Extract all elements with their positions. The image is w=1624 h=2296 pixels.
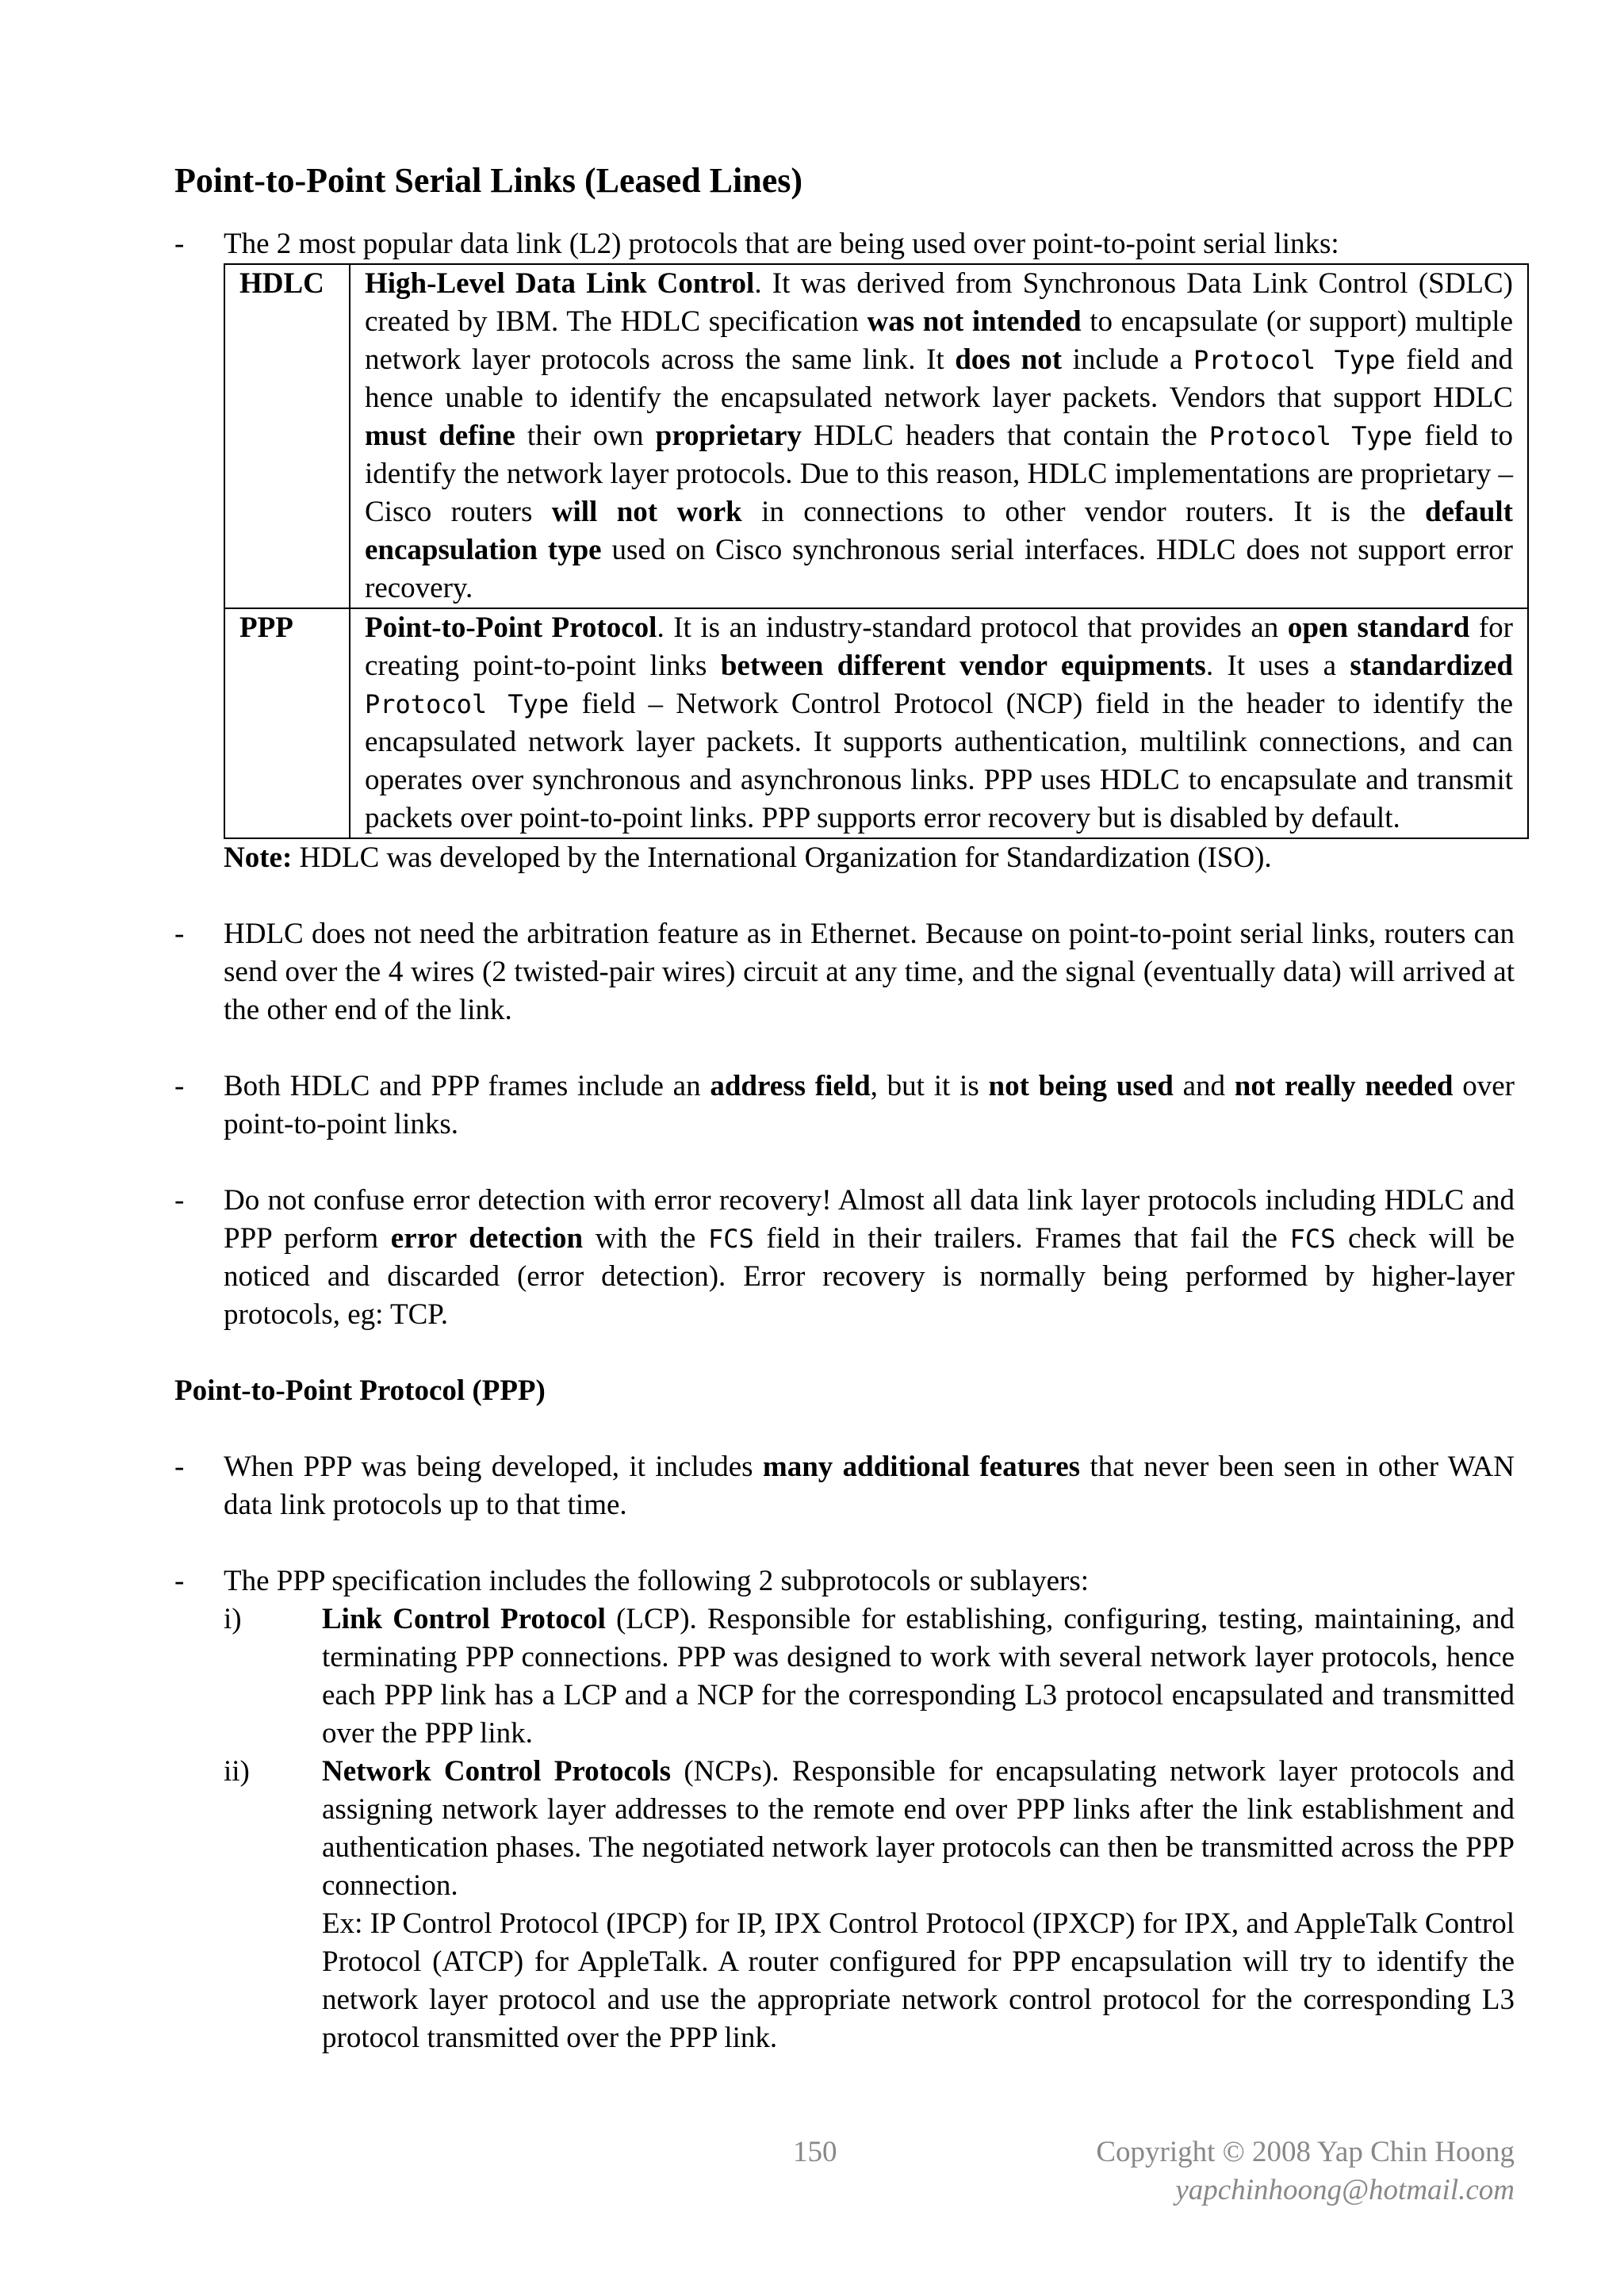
bullet-dash: - <box>174 1565 185 1597</box>
list-number: i) <box>224 1603 242 1635</box>
section-title-leased-lines: Point-to-Point Serial Links (Leased Lines) <box>174 161 803 200</box>
page-number: 150 <box>793 2136 837 2168</box>
list-text: Network Control Protocols (NCPs). Responsible for encapsulating network layer protocols and assigning network layer addresses to the remote end over PPP links after the link establishment and authentication phases. The negotiated network layer protocols can then be transmitted across the PPP connection. <box>322 1755 1515 1902</box>
table-row-ppp <box>224 608 1528 838</box>
list-text: Link Control Protocol (LCP). Responsible for establishing, configuring, testing, maintaining, and terminating PPP connections. PPP was designed to work with several network layer protocols, hence each PPP link has a LCP and a NCP for the corresponding L3 protocol encapsulated and transmitted over the PPP link. <box>322 1603 1515 1750</box>
bullet-address-field <box>174 1068 1515 1144</box>
bullet-arbitration <box>174 915 1515 1029</box>
bullet-dash: - <box>174 918 185 950</box>
intro-bullet <box>174 225 1515 263</box>
bullet-ppp-subprotocols <box>174 1562 1515 1600</box>
list-number: ii) <box>224 1755 250 1788</box>
protocol-table <box>224 263 1529 839</box>
term-hdlc: HDLC <box>224 264 350 608</box>
ncp-example: Ex: IP Control Protocol (IPCP) for IP, IPX Control Protocol (IPXCP) for IPX, and AppleTalk Control Protocol (ATCP) for AppleTalk. A router configured for PPP encapsulation will try to identify the network layer protocol and use the appropriate network control protocol for the corresponding L3 protocol transmitted over the PPP link. <box>322 1907 1515 2054</box>
note <box>224 839 1515 877</box>
bullet-dash: - <box>174 228 185 260</box>
list-item-ncp <box>224 1753 1515 1905</box>
list-item-lcp <box>224 1600 1515 1753</box>
author-email: yapchinhoong@hotmail.com <box>1175 2174 1515 2206</box>
table-row-hdlc <box>224 264 1528 608</box>
bullet-text: Both HDLC and PPP frames include an address field, but it is not being used and not really needed over point-to-point links. <box>224 1070 1515 1140</box>
note-label: Note: <box>224 841 293 874</box>
intro-text: The 2 most popular data link (L2) protocols that are being used over point-to-point serial links: <box>224 228 1339 260</box>
note-text: HDLC was developed by the International Organization for Standardization (ISO). <box>292 841 1272 874</box>
bullet-error-detection <box>174 1182 1515 1334</box>
bullet-text: When PPP was being developed, it includes many additional features that never been seen in other WAN data link protocols up to that time. <box>224 1451 1515 1521</box>
bullet-text: The PPP specification includes the following 2 subprotocols or sublayers: <box>224 1565 1089 1597</box>
bullet-text: HDLC does not need the arbitration feature as in Ethernet. Because on point-to-point serial links, routers can send over the 4 wires (2 twisted-pair wires) circuit at any time, and the signal (eventually data) will arrived at the other end of the link. <box>224 918 1515 1026</box>
desc-ppp: Point-to-Point Protocol. It is an industry-standard protocol that provides an open standard for creating point-to-point links between different vendor equipments. It uses a standardized Protocol Type field – Network Control Protocol (NCP) field in the header to identify the encapsulated network layer packets. It supports authentication, multilink connections, and can operates over synchronous and asynchronous links. PPP uses HDLC to encapsulate and transmit packets over point-to-point links. PPP supports error recovery but is disabled by default. <box>350 608 1528 838</box>
desc-hdlc: High-Level Data Link Control. It was derived from Synchronous Data Link Control (SDLC) created by IBM. The HDLC specification was not intended to encapsulate (or support) multiple network layer protocols across the same link. It does not include a Protocol Type field and hence unable to identify the encapsulated network layer packets. Vendors that support HDLC must define their own proprietary HDLC headers that contain the Protocol Type field to identify the network layer protocols. Due to this reason, HDLC implementations are proprietary – Cisco routers will not work in connections to other vendor routers. It is the default encapsulation type used on Cisco synchronous serial interfaces. HDLC does not support error recovery. <box>350 264 1528 608</box>
section-title-ppp: Point-to-Point Protocol (PPP) <box>174 1374 546 1407</box>
bullet-text: Do not confuse error detection with error recovery! Almost all data link layer protocols including HDLC and PPP perform error detection with the FCS field in their trailers. Frames that fail the FCS check will be noticed and discarded (error detection). Error recovery is normally being performed by higher-layer protocols, eg: TCP. <box>224 1184 1515 1331</box>
bullet-ppp-features <box>174 1448 1515 1524</box>
bullet-dash: - <box>174 1184 185 1217</box>
page-content <box>174 159 1515 2057</box>
subprotocol-list <box>224 1600 1515 2057</box>
term-ppp: PPP <box>224 608 350 838</box>
bullet-dash: - <box>174 1070 185 1102</box>
copyright-text: Copyright © 2008 Yap Chin Hoong <box>1096 2136 1515 2168</box>
bullet-dash: - <box>174 1451 185 1483</box>
